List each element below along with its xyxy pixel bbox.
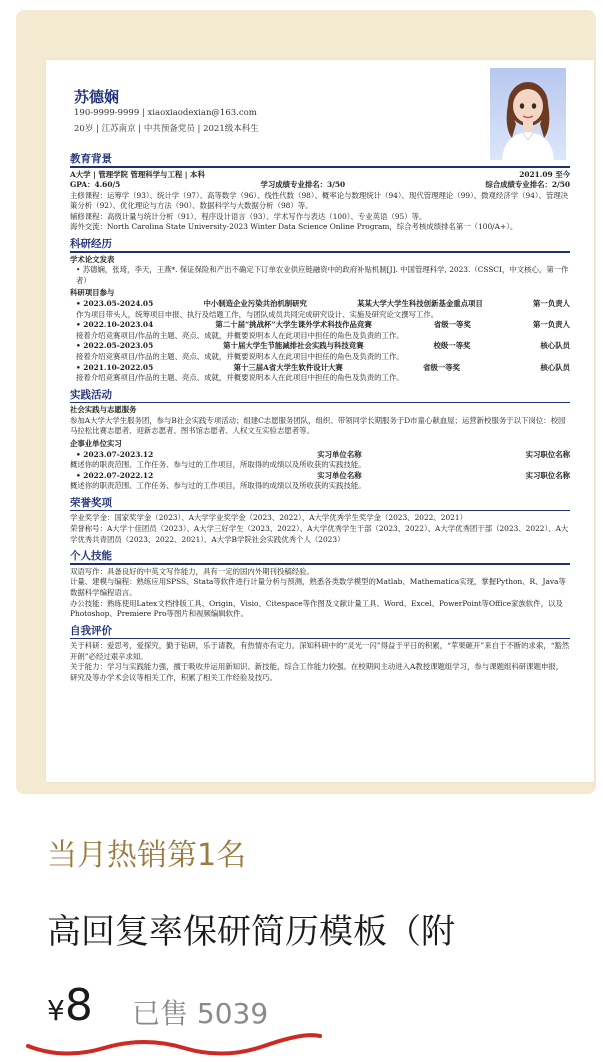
project-role: 第一负责人 [533, 320, 570, 330]
section-divider [70, 510, 570, 512]
project-name: 第十三届A省大学生软件设计大赛 [233, 362, 343, 372]
honors-scholarship: 学业奖学金：国家奖学金（2023）、A大学学业奖学金（2023、2022）、A大学优秀学生奖学金（2023、2022、2021） [70, 513, 467, 523]
project-date: • 2023.05-2024.05 [76, 298, 154, 308]
product-image-card[interactable] [16, 10, 596, 794]
project-name: 第二十届“挑战杯”大学生课外学术科技作品竞赛 [215, 320, 372, 330]
resume-preview [46, 60, 594, 782]
product-price [47, 980, 93, 1031]
project-date: • 2022.05-2023.05 [76, 341, 154, 351]
edu-school: A大学 | 管理学院 管理科学与工程 | 本科 [70, 169, 205, 179]
edu-courses: 主修课程：运筹学（93）、统计学（97）、高等数学（96）、线性代数（98）、概率论与数理统计（94）、现代管理理论（99）、微观经济学（94）、管理决策分析（92）、优化理论与方法（90）、数据科学与大数据分析（98）等。 [70, 190, 569, 211]
project-desc: 接着介绍竞赛项目/作品的主题、亮点、成就，并概要说明本人在此项目中担任的角色及负责的工作。 [76, 330, 404, 340]
section-divider [70, 563, 570, 565]
eval-research: 关于科研：爱思考，爱探究，勤于钻研，乐于请教，有热情亦有定力。深知科研中的“灵光一闪”得益于平日的积累，“苹果砸开”来自于不断的求索，“豁然开朗”必经过艰辛求知。 [70, 641, 570, 661]
skill-writing: 双语写作：具备良好的中英文写作能力，具有一定的国内外期刊投稿经验。 [70, 566, 314, 576]
edu-minor: 辅修课程：高级计量与统计分析（91）、程序设计语言（93）、学术写作与表达（100）、专业英语（95）等。 [70, 211, 427, 221]
social-title: 社会实践与志愿服务 [70, 405, 137, 415]
eval-ability: 关于能力：学习与实践能力强，擅于吸收并运用新知识、新技能，综合工作能力较强。在校期间主动进入A教授课题组学习，参与课题组科研课题申报，研究及等办学术会议等相关工作，积累了相关工作经验及技巧。 [70, 662, 564, 682]
intern-unit: 实习单位名称 [317, 449, 362, 459]
paper-entry: • 苏德娴，张琦，李天，王燕*. 保证保险和产出不确定下订单农业供应链融资中的政府补贴机制[J]. 中国管理科学, 2023.（CSSCI，中文核心，第一作者） [76, 265, 569, 285]
project-name: 第十届大学生节能减排社会实践与科技竞赛 [223, 341, 364, 351]
intern-unit: 实习单位名称 [317, 470, 362, 480]
project-role: 第一负责人 [533, 298, 570, 308]
section-divider [70, 166, 570, 168]
resume-contact: 190-9999-9999 | xiaoxiaodexian@163.com [74, 108, 257, 118]
section-title-evaluation: 自我评价 [70, 624, 112, 637]
handdrawn-underline-icon [24, 1026, 324, 1062]
project-level: 省级一等奖 [423, 362, 461, 372]
project-role: 核心队员 [540, 341, 570, 351]
section-divider [70, 402, 570, 404]
intern-date: • 2023.07-2023.12 [76, 449, 154, 459]
avatar-illustration-icon [490, 68, 566, 160]
section-title-skills: 个人技能 [70, 550, 112, 563]
resume-body [70, 148, 570, 684]
project-level: 校级一等奖 [433, 341, 471, 351]
project-date: • 2021.10-2022.05 [76, 362, 154, 372]
intern-position: 实习职位名称 [525, 470, 570, 480]
intern-desc: 概述你的职责范围、工作任务、参与过的工作项目，所取得的成绩以及所收获的实践技能。 [70, 481, 366, 491]
intern-desc: 概述你的职责范围、工作任务、参与过的工作项目，所取得的成绩以及所收获的实践技能。 [70, 460, 366, 470]
projects-title: 科研项目参与 [70, 288, 115, 298]
papers-title: 学术论文发表 [70, 254, 115, 264]
project-desc: 作为项目带头人，统筹项目申报、执行及结题工作，与团队成员共同完成研究设计、实施及研究论文撰写工作。 [76, 309, 439, 319]
section-title-practice: 实践活动 [70, 388, 112, 401]
project-level: 省级一等奖 [433, 320, 471, 330]
section-divider [70, 638, 570, 640]
section-title-honors: 荣誉奖项 [70, 496, 112, 509]
intern-date: • 2022.07-2022.12 [76, 470, 154, 480]
edu-rank-overall: 综合成绩专业排名：2/50 [485, 180, 570, 190]
intern-position: 实习职位名称 [525, 449, 570, 459]
skill-modeling: 计量、建模与编程：熟练应用SPSS、Stata等软件进行计量分析与预测，熟悉各类数学模型的Matlab、Mathematica实现，掌握Python、R、Java等数据科学编程语言。 [70, 577, 566, 597]
sales-rank-label: 当月热销第1名 [47, 838, 247, 873]
section-title-education: 教育背景 [70, 153, 112, 165]
project-name: 中小制造企业污染共治机制研究 [203, 298, 307, 308]
skill-office: 办公技能：熟练使用Latex文档排版工具、Origin、Visio、Citespace等作图及文献计量工具、Word、Excel、PowerPoint等Office家族软件，以及Photoshop、Premiere Pro等图片和视频编辑软件。 [70, 598, 563, 619]
section-title-research: 科研经历 [70, 238, 112, 251]
price-value: 8 [64, 980, 93, 1031]
project-role: 核心队员 [540, 362, 570, 372]
resume-name: 苏德娴 [74, 88, 120, 106]
honors-titles: 荣誉称号：A大学十佳团员（2023）、A大学三好学生（2023、2022）、A大学优秀学生干部（2023、2022）、A大学优秀团干部（2023、2022）、A大学优秀共青团员（2023、2022、2021）、A大学B学院社会实践优秀个人（2023） [70, 524, 569, 544]
edu-gpa: GPA：4.60/5 [70, 180, 121, 190]
project-desc: 接着介绍竞赛项目/作品的主题、亮点、成就，并概要说明本人在此项目中担任的角色及负责的工作。 [76, 373, 404, 383]
currency-symbol: ¥ [47, 994, 65, 1027]
project-date: • 2022.10-2023.04 [76, 320, 154, 330]
social-desc: 参加A大学大学生服务团，参与B社会实践专项活动；组建C志愿服务团队，组织、带领同学长期服务于D市童心献血屋；运营新校服务于以下岗位：校园马拉松比赛志愿者、迎新志愿者、图书馆志愿者、人权文互实验志愿者等。 [70, 415, 566, 436]
edu-date: 2021.09 至今 [519, 169, 570, 179]
section-divider [70, 251, 570, 253]
avatar [490, 68, 566, 160]
product-title[interactable]: 高回复率保研简历模板（附 [47, 912, 455, 952]
sold-count: 已售 5039 [132, 997, 269, 1030]
edu-exchange: 海外交流：North Carolina State University-2023 Winter Data Science Online Program，综合考核成绩排名第一（100/A+）。 [70, 222, 518, 232]
resume-meta: 20岁 | 江苏南京 | 中共预备党员 | 2021级本科生 [74, 124, 259, 134]
project-level: 某某大学大学生科技创新基金重点项目 [357, 298, 483, 308]
intern-title: 企事业单位实习 [70, 438, 122, 448]
project-desc: 接着介绍竞赛项目/作品的主题、亮点、成就，并概要说明本人在此项目中担任的角色及负责的工作。 [76, 351, 404, 361]
edu-rank-study: 学习成绩专业排名：3/50 [260, 180, 346, 190]
